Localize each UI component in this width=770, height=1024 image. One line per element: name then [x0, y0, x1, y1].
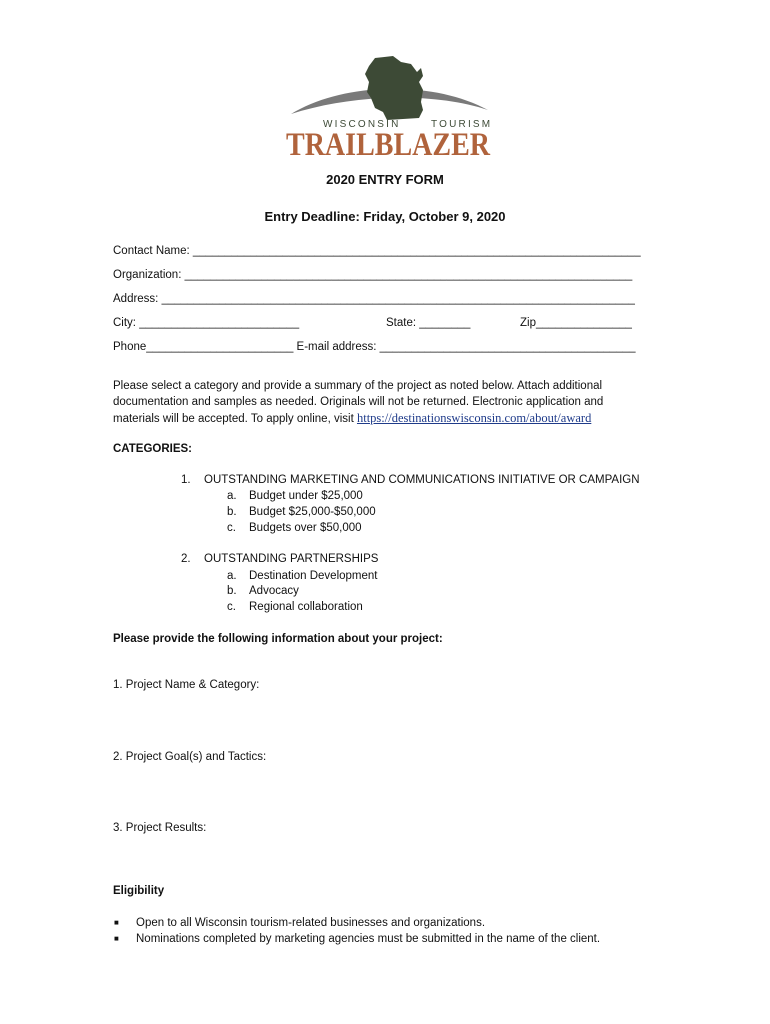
category-2-sub-a: Destination Development — [249, 570, 378, 582]
form-title: 2020 ENTRY FORM — [326, 172, 444, 187]
address-field[interactable]: Address: __________________________________________________________________________ — [113, 293, 635, 305]
category-1-number: 1. — [181, 474, 191, 486]
phone-email-field[interactable]: Phone_______________________ E-mail address: ________________________________________ — [113, 341, 636, 353]
eligibility-heading: Eligibility — [113, 885, 165, 897]
project-name-question: 1. Project Name & Category: — [113, 679, 260, 691]
zip-field[interactable]: Zip_______________ — [520, 317, 632, 329]
state-field[interactable]: State: ________ — [386, 317, 471, 329]
intro-text: Please select a category and provide a summary of the project as noted below. Attach additional documentation and samples as needed. Originals will not be returned. Electronic application and materials will be accepted. To apply online, visit — [113, 380, 604, 425]
logo-trailblazer-text: TRAILBLAZER — [286, 127, 491, 163]
city-field[interactable]: City: _________________________ — [113, 317, 300, 329]
category-2-number: 2. — [181, 553, 191, 565]
eligibility-item: Nominations completed by marketing agencies must be submitted in the name of the client. — [136, 933, 601, 945]
apply-online-link[interactable]: https://destinationswisconsin.com/about/award — [356, 411, 592, 425]
category-2-label: OUTSTANDING PARTNERSHIPS — [204, 553, 379, 565]
category-1-sub-b-letter: b. — [227, 506, 237, 518]
logo-tourism-text: TOURISM — [431, 119, 493, 130]
category-1-sub-c-letter: c. — [227, 522, 236, 534]
wisconsin-state-icon — [365, 56, 423, 120]
category-2-sub-a-letter: a. — [227, 570, 237, 582]
contact-name-field[interactable]: Contact Name: ______________________________________________________________________ — [113, 245, 641, 257]
square-bullet-icon: ■ — [114, 934, 119, 943]
category-1-sub-a: Budget under $25,000 — [249, 490, 363, 502]
eligibility-item: Open to all Wisconsin tourism-related businesses and organizations. — [136, 917, 486, 929]
entry-deadline: Entry Deadline: Friday, October 9, 2020 — [264, 209, 506, 224]
trailblazer-logo — [283, 52, 493, 162]
logo-wisconsin-text: WISCONSIN — [323, 119, 401, 130]
categories-heading: CATEGORIES: — [113, 443, 193, 455]
category-2-sub-b-letter: b. — [227, 585, 237, 597]
category-2-sub-c-letter: c. — [227, 601, 236, 613]
category-1-sub-c: Budgets over $50,000 — [249, 522, 362, 534]
category-1-sub-b: Budget $25,000-$50,000 — [249, 506, 376, 518]
project-results-question: 3. Project Results: — [113, 822, 207, 834]
project-info-heading: Please provide the following information about your project: — [113, 633, 443, 645]
category-1-sub-a-letter: a. — [227, 490, 237, 502]
square-bullet-icon: ■ — [114, 918, 119, 927]
organization-field[interactable]: Organization: ______________________________________________________________________ — [113, 269, 633, 281]
category-2-sub-b: Advocacy — [249, 585, 299, 597]
category-1-label: OUTSTANDING MARKETING AND COMMUNICATIONS INITIATIVE OR CAMPAIGN — [204, 474, 640, 486]
intro-paragraph — [113, 378, 633, 427]
category-2-sub-c: Regional collaboration — [249, 601, 363, 613]
project-goals-question: 2. Project Goal(s) and Tactics: — [113, 751, 267, 763]
